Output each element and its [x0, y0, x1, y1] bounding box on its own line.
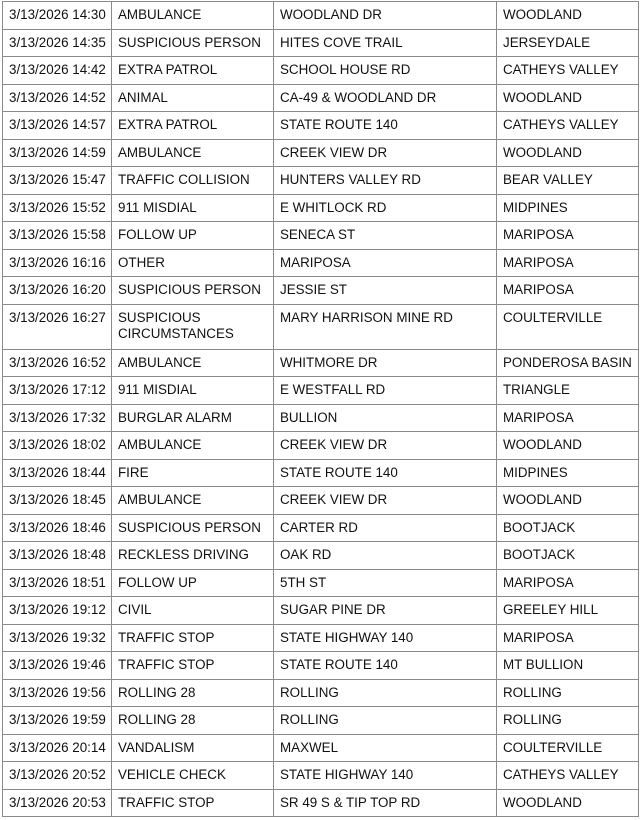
- table-row: [3, 304, 639, 349]
- table-row: [3, 762, 639, 790]
- cell-area: GREELEY HILL: [497, 597, 639, 625]
- cell-location: STATE HIGHWAY 140: [274, 762, 497, 790]
- table-row: [3, 167, 639, 195]
- table-row: [3, 222, 639, 250]
- table-row: [3, 57, 639, 85]
- cell-area: MARIPOSA: [497, 569, 639, 597]
- cell-location: ROLLING: [274, 679, 497, 707]
- cell-datetime: 3/13/2026 16:27: [3, 304, 112, 349]
- cell-location: MAXWEL: [274, 734, 497, 762]
- table-row: [3, 2, 639, 30]
- table-row: [3, 404, 639, 432]
- table-row: [3, 249, 639, 277]
- cell-call-type: 911 MISDIAL: [112, 377, 274, 405]
- cell-datetime: 3/13/2026 18:46: [3, 514, 112, 542]
- cell-call-type: AMBULANCE: [112, 349, 274, 377]
- cell-datetime: 3/13/2026 14:52: [3, 84, 112, 112]
- cell-call-type: CIVIL: [112, 597, 274, 625]
- cell-datetime: 3/13/2026 18:45: [3, 487, 112, 515]
- cell-call-type: AMBULANCE: [112, 139, 274, 167]
- cell-location: CARTER RD: [274, 514, 497, 542]
- cell-location: ROLLING: [274, 707, 497, 735]
- cell-datetime: 3/13/2026 18:44: [3, 459, 112, 487]
- cell-call-type: TRAFFIC STOP: [112, 789, 274, 817]
- cell-call-type: SUSPICIOUS PERSON: [112, 29, 274, 57]
- table-row: [3, 139, 639, 167]
- cell-datetime: 3/13/2026 20:52: [3, 762, 112, 790]
- cell-call-type: ROLLING 28: [112, 707, 274, 735]
- table-row: [3, 624, 639, 652]
- cell-area: WOODLAND: [497, 2, 639, 30]
- table-row: [3, 194, 639, 222]
- cell-location: STATE ROUTE 140: [274, 652, 497, 680]
- table-row: [3, 734, 639, 762]
- cell-datetime: 3/13/2026 17:32: [3, 404, 112, 432]
- cell-call-type: SUSPICIOUS PERSON: [112, 277, 274, 305]
- table-row: [3, 84, 639, 112]
- cell-location: BULLION: [274, 404, 497, 432]
- cell-area: COULTERVILLE: [497, 304, 639, 349]
- table-row: [3, 377, 639, 405]
- cell-area: WOODLAND: [497, 432, 639, 460]
- cell-location: STATE ROUTE 140: [274, 459, 497, 487]
- cell-area: BOOTJACK: [497, 514, 639, 542]
- cell-call-type: TRAFFIC STOP: [112, 624, 274, 652]
- table-row: [3, 277, 639, 305]
- cell-datetime: 3/13/2026 19:32: [3, 624, 112, 652]
- cell-area: WOODLAND: [497, 84, 639, 112]
- cell-area: WOODLAND: [497, 789, 639, 817]
- cell-datetime: 3/13/2026 20:53: [3, 789, 112, 817]
- cell-location: JESSIE ST: [274, 277, 497, 305]
- cell-location: OAK RD: [274, 542, 497, 570]
- cell-call-type: FOLLOW UP: [112, 569, 274, 597]
- cell-datetime: 3/13/2026 19:56: [3, 679, 112, 707]
- cell-call-type: RECKLESS DRIVING: [112, 542, 274, 570]
- cell-call-type: EXTRA PATROL: [112, 57, 274, 85]
- cell-call-type: VEHICLE CHECK: [112, 762, 274, 790]
- cell-call-type: BURGLAR ALARM: [112, 404, 274, 432]
- cell-datetime: 3/13/2026 14:57: [3, 112, 112, 140]
- cell-call-type: 911 MISDIAL: [112, 194, 274, 222]
- table-row: [3, 514, 639, 542]
- cell-datetime: 3/13/2026 18:02: [3, 432, 112, 460]
- cell-area: ROLLING: [497, 707, 639, 735]
- cell-area: TRIANGLE: [497, 377, 639, 405]
- cell-datetime: 3/13/2026 16:16: [3, 249, 112, 277]
- cell-call-type: EXTRA PATROL: [112, 112, 274, 140]
- cell-area: MARIPOSA: [497, 249, 639, 277]
- cell-datetime: 3/13/2026 17:12: [3, 377, 112, 405]
- table-row: [3, 349, 639, 377]
- cell-datetime: 3/13/2026 16:20: [3, 277, 112, 305]
- cell-area: MARIPOSA: [497, 624, 639, 652]
- cell-location: SENECA ST: [274, 222, 497, 250]
- cell-area: JERSEYDALE: [497, 29, 639, 57]
- cell-call-type: AMBULANCE: [112, 432, 274, 460]
- table-row: [3, 789, 639, 817]
- cell-datetime: 3/13/2026 14:42: [3, 57, 112, 85]
- table-row: [3, 432, 639, 460]
- incident-log-table: [2, 1, 639, 817]
- cell-area: BEAR VALLEY: [497, 167, 639, 195]
- cell-area: MT BULLION: [497, 652, 639, 680]
- cell-area: CATHEYS VALLEY: [497, 762, 639, 790]
- cell-location: MARY HARRISON MINE RD: [274, 304, 497, 349]
- cell-location: MARIPOSA: [274, 249, 497, 277]
- cell-location: E WESTFALL RD: [274, 377, 497, 405]
- cell-area: ROLLING: [497, 679, 639, 707]
- cell-area: COULTERVILLE: [497, 734, 639, 762]
- table-row: [3, 459, 639, 487]
- table-row: [3, 569, 639, 597]
- cell-location: STATE ROUTE 140: [274, 112, 497, 140]
- cell-location: SUGAR PINE DR: [274, 597, 497, 625]
- cell-call-type: FIRE: [112, 459, 274, 487]
- cell-datetime: 3/13/2026 19:59: [3, 707, 112, 735]
- cell-datetime: 3/13/2026 18:48: [3, 542, 112, 570]
- cell-datetime: 3/13/2026 19:46: [3, 652, 112, 680]
- cell-call-type: TRAFFIC COLLISION: [112, 167, 274, 195]
- cell-location: HUNTERS VALLEY RD: [274, 167, 497, 195]
- cell-location: CREEK VIEW DR: [274, 432, 497, 460]
- cell-area: MARIPOSA: [497, 277, 639, 305]
- cell-call-type: TRAFFIC STOP: [112, 652, 274, 680]
- cell-datetime: 3/13/2026 20:14: [3, 734, 112, 762]
- cell-call-type: ANIMAL: [112, 84, 274, 112]
- cell-datetime: 3/13/2026 19:12: [3, 597, 112, 625]
- cell-area: MIDPINES: [497, 459, 639, 487]
- cell-datetime: 3/13/2026 15:52: [3, 194, 112, 222]
- cell-call-type: AMBULANCE: [112, 2, 274, 30]
- cell-call-type: ROLLING 28: [112, 679, 274, 707]
- cell-location: E WHITLOCK RD: [274, 194, 497, 222]
- table-row: [3, 679, 639, 707]
- table-row: [3, 29, 639, 57]
- incident-log-body: [3, 2, 639, 817]
- cell-datetime: 3/13/2026 15:58: [3, 222, 112, 250]
- cell-call-type: VANDALISM: [112, 734, 274, 762]
- cell-datetime: 3/13/2026 18:51: [3, 569, 112, 597]
- table-row: [3, 597, 639, 625]
- cell-area: CATHEYS VALLEY: [497, 57, 639, 85]
- cell-area: CATHEYS VALLEY: [497, 112, 639, 140]
- cell-call-type: SUSPICIOUS CIRCUMSTANCES: [112, 304, 274, 349]
- cell-location: WOODLAND DR: [274, 2, 497, 30]
- cell-location: 5TH ST: [274, 569, 497, 597]
- cell-location: SR 49 S & TIP TOP RD: [274, 789, 497, 817]
- cell-call-type: FOLLOW UP: [112, 222, 274, 250]
- cell-area: WOODLAND: [497, 487, 639, 515]
- table-row: [3, 707, 639, 735]
- cell-location: CREEK VIEW DR: [274, 487, 497, 515]
- cell-datetime: 3/13/2026 14:30: [3, 2, 112, 30]
- cell-location: SCHOOL HOUSE RD: [274, 57, 497, 85]
- cell-datetime: 3/13/2026 14:59: [3, 139, 112, 167]
- cell-call-type: AMBULANCE: [112, 487, 274, 515]
- cell-call-type: OTHER: [112, 249, 274, 277]
- cell-datetime: 3/13/2026 14:35: [3, 29, 112, 57]
- cell-area: WOODLAND: [497, 139, 639, 167]
- cell-area: MARIPOSA: [497, 222, 639, 250]
- cell-location: CA-49 & WOODLAND DR: [274, 84, 497, 112]
- cell-location: STATE HIGHWAY 140: [274, 624, 497, 652]
- cell-area: BOOTJACK: [497, 542, 639, 570]
- table-row: [3, 112, 639, 140]
- table-row: [3, 542, 639, 570]
- cell-call-type: SUSPICIOUS PERSON: [112, 514, 274, 542]
- table-row: [3, 652, 639, 680]
- table-row: [3, 487, 639, 515]
- cell-datetime: 3/13/2026 15:47: [3, 167, 112, 195]
- cell-datetime: 3/13/2026 16:52: [3, 349, 112, 377]
- cell-location: HITES COVE TRAIL: [274, 29, 497, 57]
- cell-area: MIDPINES: [497, 194, 639, 222]
- cell-area: MARIPOSA: [497, 404, 639, 432]
- cell-location: WHITMORE DR: [274, 349, 497, 377]
- cell-area: PONDEROSA BASIN: [497, 349, 639, 377]
- cell-location: CREEK VIEW DR: [274, 139, 497, 167]
